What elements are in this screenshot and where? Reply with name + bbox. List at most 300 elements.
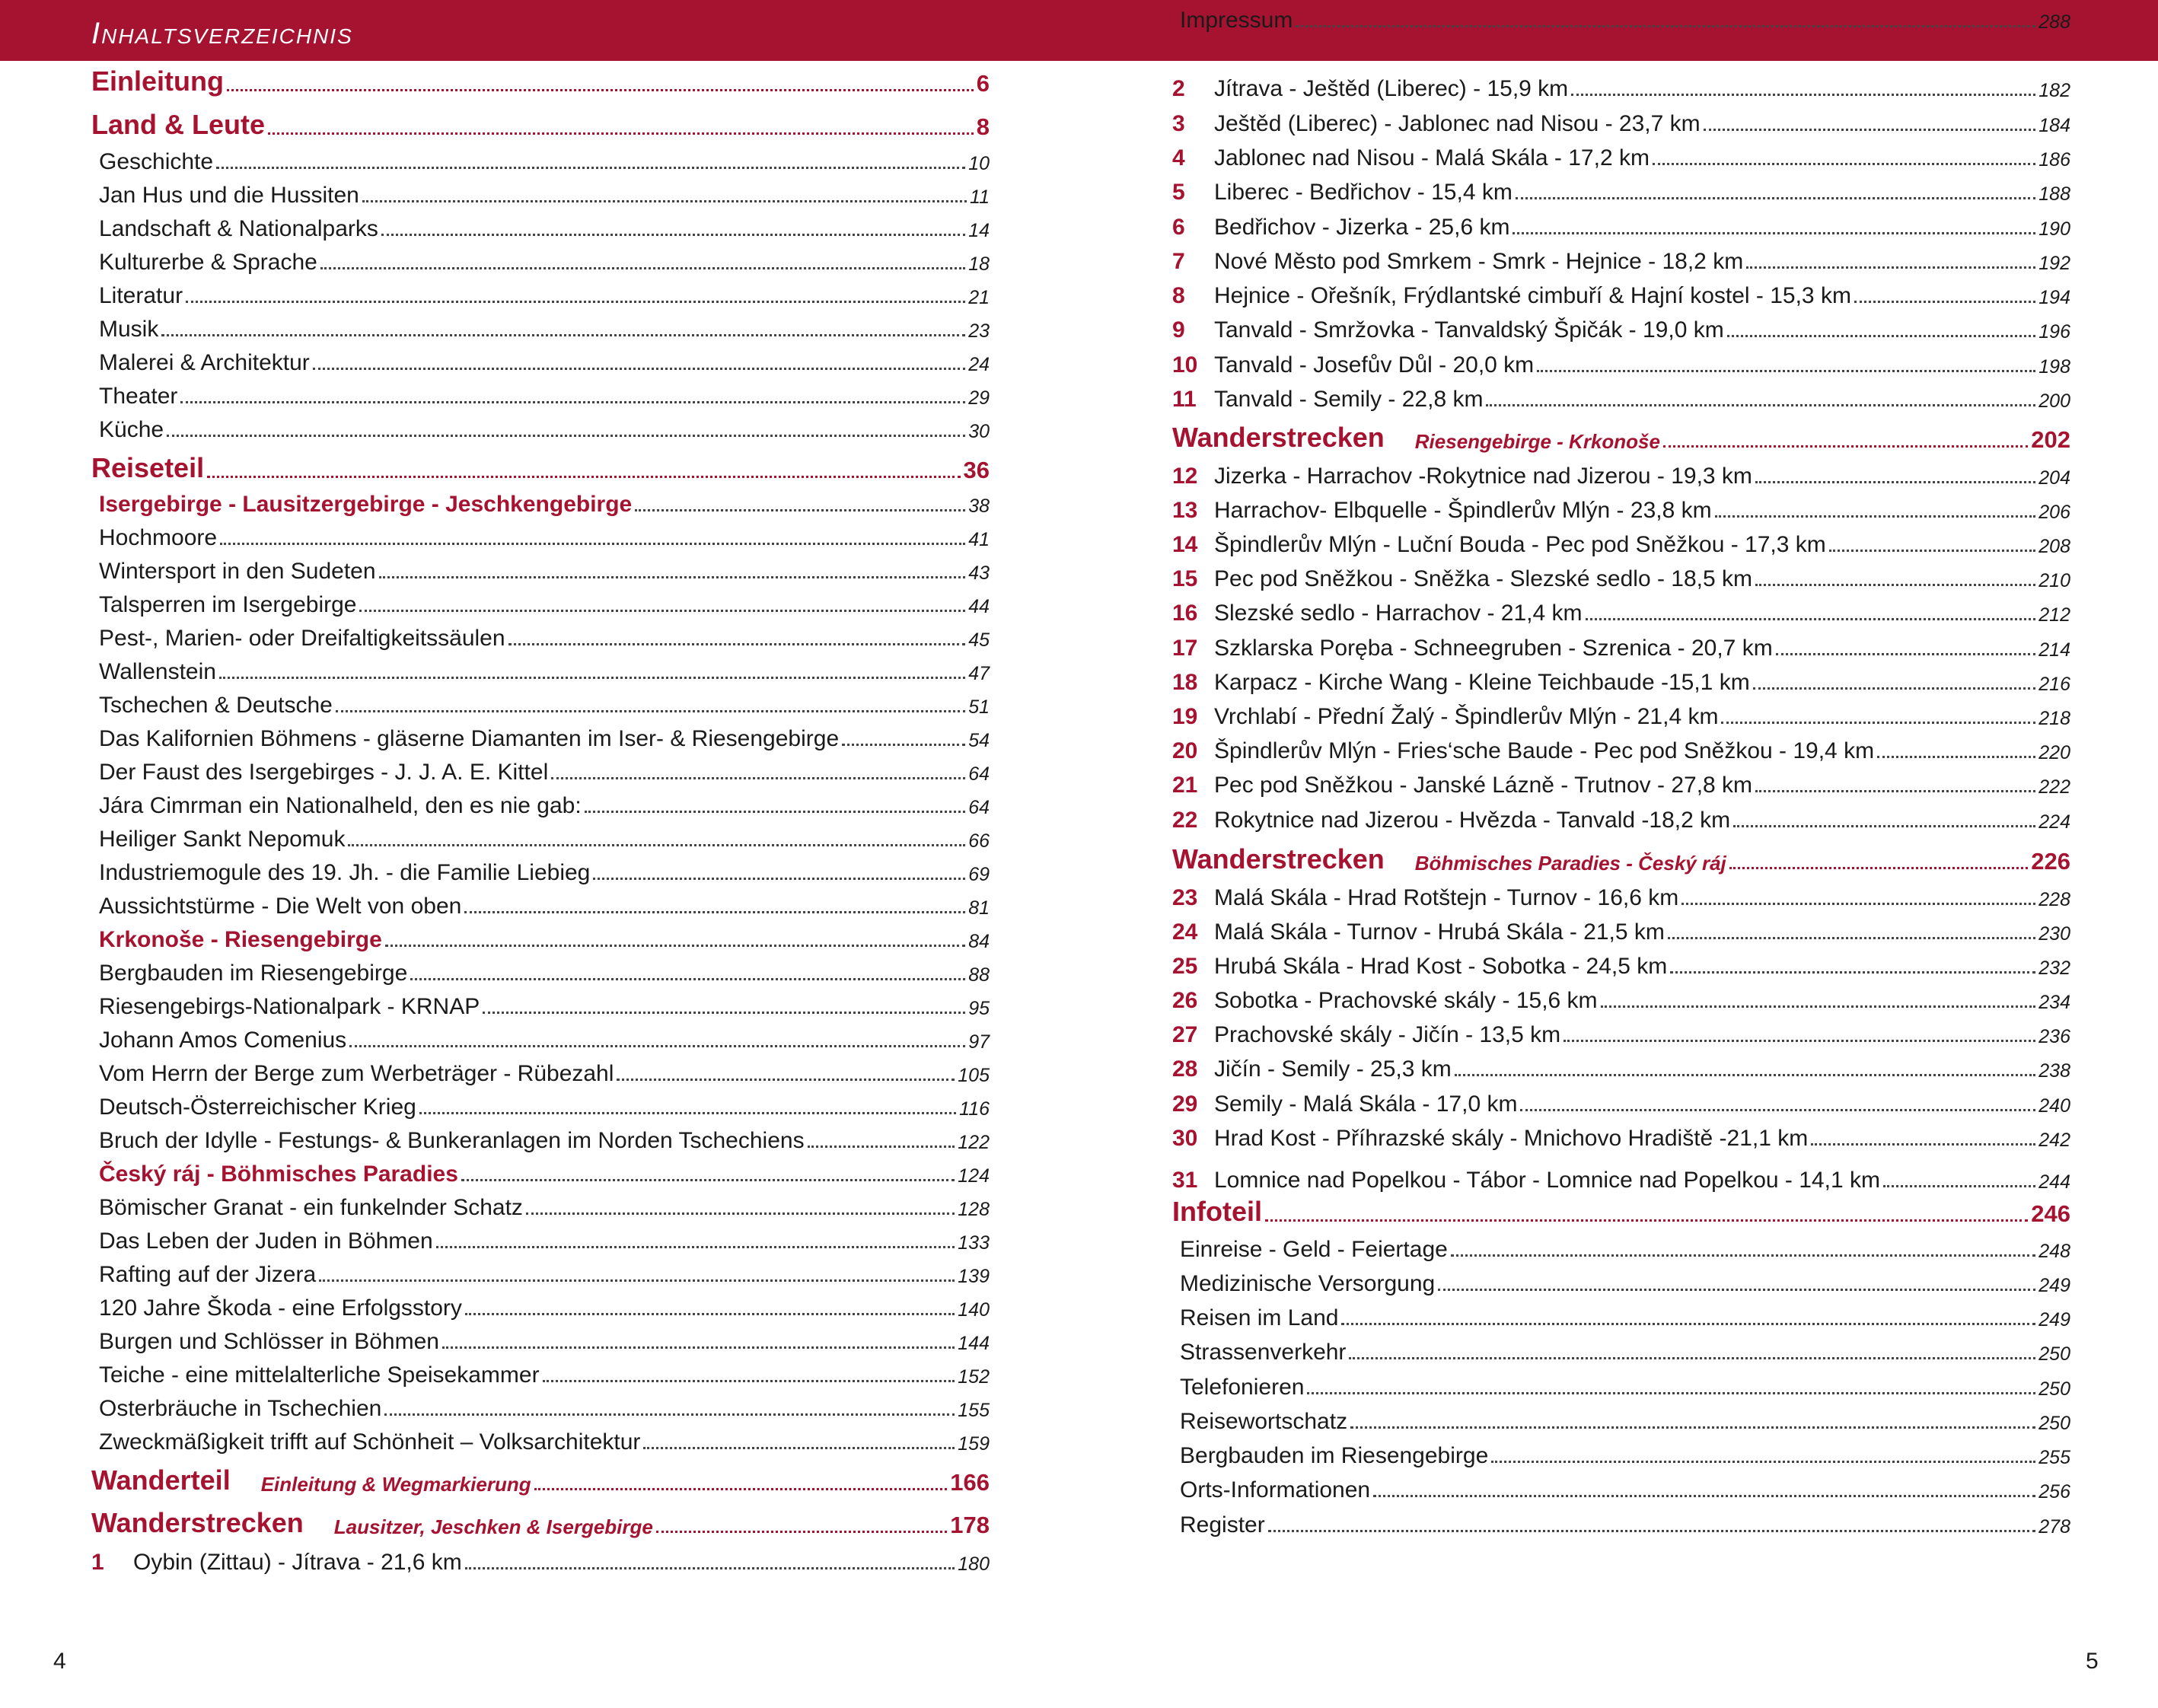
toc-entry: [1172, 138, 2070, 171]
toc-page-number: 14: [968, 220, 990, 241]
toc-entry-label: Strassenverkehr: [1180, 1340, 1347, 1365]
toc-page-number: 248: [2038, 1241, 2070, 1262]
toc-entry-label: Register: [1180, 1512, 1265, 1538]
tour-number: 6: [1172, 215, 1185, 240]
toc-entry-label: Sobotka - Prachovské skály - 15,6 km: [1214, 988, 1598, 1013]
toc-page-number: 140: [958, 1299, 990, 1321]
dot-leader: [585, 811, 965, 813]
toc-page-number: 64: [968, 797, 990, 818]
dot-leader: [1586, 618, 2036, 620]
tour-number: 21: [1172, 773, 1198, 798]
toc-entry: [91, 919, 990, 953]
dot-leader: [220, 543, 965, 545]
tour-number: 29: [1172, 1091, 1198, 1117]
dot-leader: [442, 1346, 955, 1349]
dot-leader: [1491, 1461, 2035, 1463]
toc-entry-label: Landschaft & Nationalparks: [99, 216, 378, 241]
toc-entry-label: Hejnice - Ořešník, Frýdlantské cimbuří & Hajní kostel - 15,3 km: [1214, 283, 1851, 308]
toc-page-number: 21: [968, 287, 990, 308]
toc-entry: [1172, 1505, 2070, 1538]
toc-page-number: 128: [958, 1199, 990, 1220]
toc-entry: [1172, 1160, 2070, 1193]
toc-page-number: 133: [958, 1232, 990, 1254]
toc-entry-label: Jítrava - Ještěd (Liberec) - 15,9 km: [1214, 76, 1569, 101]
toc-entry-label: Liberec - Bedřichov - 15,4 km: [1214, 180, 1513, 205]
toc-entry: [91, 376, 990, 409]
toc-page-number: 97: [968, 1031, 990, 1053]
toc-entry: [91, 484, 990, 518]
dot-leader: [180, 401, 965, 403]
toc-entry-label: Hrubá Skála - Hrad Kost - Sobotka - 24,5 km: [1214, 954, 1668, 979]
tour-number: 8: [1172, 283, 1185, 308]
toc-entry-label: Bergbauden im Riesengebirge: [1180, 1443, 1489, 1468]
toc-entry: [91, 551, 990, 585]
toc-page-number: 184: [2038, 115, 2070, 136]
toc-entry-label: Reiseteil: [91, 452, 205, 483]
toc-entry: [91, 819, 990, 852]
toc-page-number: 194: [2038, 287, 2070, 308]
toc-page-number: 122: [958, 1132, 990, 1153]
toc-entry-label: Isergebirge - Lausitzergebirge - Jeschkengebirge: [99, 492, 633, 517]
toc-entry: [1172, 310, 2070, 343]
toc-page-number: 232: [2038, 958, 2070, 979]
toc-entry-label: Talsperren im Isergebirge: [99, 592, 357, 617]
toc-page-number: 255: [2038, 1447, 2070, 1468]
toc-page-number: 234: [2038, 992, 2070, 1013]
toc-entry-label: Medizinische Versorgung: [1180, 1271, 1436, 1296]
tour-number: 20: [1172, 738, 1198, 763]
toc-entry: [1172, 1401, 2070, 1435]
dot-leader: [313, 368, 965, 370]
toc-page-number: 116: [959, 1098, 990, 1120]
toc-entry-label: Vrchlabí - Přední Žalý - Špindlerův Mlýn - 21,4 km: [1214, 704, 1719, 729]
toc-entry-label: 120 Jahre Škoda - eine Erfolgsstory: [99, 1295, 462, 1321]
tour-number: 14: [1172, 532, 1198, 557]
toc-entry: [91, 852, 990, 886]
toc-entry: [91, 1187, 990, 1221]
toc-entry-label: Ještěd (Liberec) - Jablonec nad Nisou - 23,7 km: [1214, 111, 1701, 136]
tour-number: 26: [1172, 988, 1198, 1013]
toc-entry: [1172, 241, 2070, 275]
toc-page-number: 159: [958, 1433, 990, 1455]
toc-entry-label: Küche: [99, 417, 164, 442]
toc-page-number: 139: [958, 1266, 990, 1287]
section-subtitle: Einleitung & Wegmarkierung: [260, 1473, 531, 1496]
toc-entry-label: Rafting auf der Jizera: [99, 1262, 317, 1287]
dot-leader: [593, 878, 965, 880]
dot-leader: [410, 978, 965, 980]
dot-leader: [381, 234, 965, 236]
toc-entry: [91, 719, 990, 752]
toc-page-number: 230: [2038, 923, 2070, 945]
toc-page-number: 45: [968, 629, 990, 651]
toc-entry-label: Vom Herrn der Berge zum Werbeträger - Rübezahl: [99, 1061, 614, 1086]
toc-entry-label: Wanderstrecken: [1172, 422, 1385, 453]
tour-number: 5: [1172, 180, 1185, 205]
dot-leader: [1727, 335, 2036, 337]
dot-leader: [1753, 687, 2036, 690]
toc-entry-label: Der Faust des Isergebirges - J. J. A. E. Kittel: [99, 760, 549, 785]
toc-entry-label: Theater: [99, 384, 178, 409]
tour-number: 16: [1172, 601, 1198, 626]
toc-entry: [91, 1463, 990, 1496]
dot-leader: [643, 1447, 955, 1449]
toc-entry-label: Nové Město pod Smrkem - Smrk - Hejnice - 18,2 km: [1214, 249, 1744, 274]
toc-page-number: 192: [2038, 253, 2070, 274]
dot-leader: [1438, 1289, 2035, 1291]
toc-entry: [91, 652, 990, 685]
toc-page-number: 212: [2038, 604, 2070, 626]
dot-leader: [1373, 1495, 2035, 1497]
tour-number: 12: [1172, 464, 1198, 489]
toc-page-number: 182: [2038, 80, 2070, 101]
toc-entry-label: Pec pod Sněžkou - Sněžka - Slezské sedlo - 18,5 km: [1214, 566, 1753, 591]
dot-leader: [526, 1212, 955, 1215]
toc-entry-label: Slezské sedlo - Harrachov - 21,4 km: [1214, 601, 1583, 626]
toc-page-number: 218: [2038, 708, 2070, 729]
toc-entry: [91, 1053, 990, 1087]
tour-number: 30: [1172, 1126, 1198, 1151]
dot-leader: [1564, 1040, 2035, 1042]
tour-number: 22: [1172, 808, 1198, 833]
toc-entry: [91, 1542, 990, 1576]
toc-entry-label: Malá Skála - Turnov - Hrubá Skála - 21,5 km: [1214, 919, 1665, 945]
toc-entry-label: Kulturerbe & Sprache: [99, 250, 317, 275]
toc-page-number: 166: [950, 1469, 990, 1496]
toc-entry: [1172, 345, 2070, 378]
dot-leader: [635, 509, 965, 511]
toc-entry-label: Osterbräuche in Tschechien: [99, 1396, 382, 1421]
tour-distance: 18,2 km: [1649, 808, 1731, 833]
toc-entry: [91, 1221, 990, 1254]
toc-page-number: 54: [968, 730, 990, 751]
page-number-left: 4: [53, 1649, 66, 1674]
toc-page-number: 204: [2038, 467, 2070, 489]
toc-entry: [91, 451, 990, 484]
toc-page-number: 144: [958, 1333, 990, 1354]
toc-entry-label: Tanvald - Smržovka - Tanvaldský Špičák - 19,0 km: [1214, 317, 1724, 343]
toc-entry: [1172, 0, 2070, 33]
toc-entry: [1172, 379, 2070, 413]
toc-entry: [1172, 1015, 2070, 1048]
dot-leader: [508, 643, 966, 645]
toc-entry: [91, 1154, 990, 1187]
toc-page-number: 186: [2038, 149, 2070, 170]
toc-page-number: 250: [2038, 1378, 2070, 1400]
dot-leader: [1829, 550, 2036, 552]
toc-entry-label: Karpacz - Kirche Wang - Kleine Teichbaude -: [1214, 670, 1669, 695]
toc-entry-label: Wintersport in den Sudeten: [99, 559, 376, 584]
dot-leader: [1755, 481, 2035, 483]
toc-entry: [1172, 1049, 2070, 1082]
toc-entry-label: Špindlerův Mlýn - Luční Bouda - Pec pod Sněžkou - 17,3 km: [1214, 532, 1826, 557]
toc-page-number: 66: [968, 830, 990, 852]
toc-page-number: 29: [968, 387, 990, 409]
tour-number: 1: [91, 1550, 104, 1575]
toc-page-number: 41: [968, 529, 990, 550]
toc-entry: [1172, 104, 2070, 137]
tour-distance: 15,1 km: [1668, 670, 1750, 695]
toc-entry: [91, 986, 990, 1020]
toc-entry: [1172, 559, 2070, 592]
toc-page-number: 124: [958, 1165, 990, 1187]
toc-entry: [1172, 696, 2070, 730]
dot-leader: [384, 1413, 955, 1416]
toc-page-number: 190: [2038, 218, 2070, 240]
dot-leader: [319, 1279, 955, 1282]
toc-entry: [1172, 207, 2070, 241]
toc-entry: [91, 585, 990, 618]
toc-page-number: 210: [2038, 570, 2070, 591]
toc-entry: [1172, 1367, 2070, 1400]
toc-entry-label: Wanderstrecken: [1172, 843, 1385, 875]
toc-page-number: 64: [968, 763, 990, 785]
section-subtitle: Riesengebirge - Krkonoše: [1414, 430, 1660, 453]
toc-entry: [91, 1087, 990, 1120]
toc-entry: [1172, 842, 2070, 875]
dot-leader: [362, 200, 967, 202]
dot-leader: [1670, 971, 2035, 973]
toc-page-number: 220: [2038, 742, 2070, 763]
dot-leader: [1746, 266, 2035, 269]
toc-entry: [91, 409, 990, 443]
dot-leader: [842, 744, 965, 746]
dot-leader: [348, 844, 965, 846]
toc-entry-label: Wanderteil: [91, 1464, 231, 1496]
toc-entry: [1172, 1298, 2070, 1331]
dot-leader: [464, 911, 965, 913]
dot-leader: [219, 677, 965, 679]
toc-entry-label: Telefonieren: [1180, 1375, 1305, 1400]
toc-entry: [91, 107, 990, 141]
toc-entry-label: Wanderstrecken: [91, 1507, 304, 1538]
toc-entry-label: Jára Cimrman ein Nationalheld, den es nie gab:: [99, 793, 582, 818]
dot-leader: [161, 334, 965, 336]
toc-entry: [91, 209, 990, 242]
dot-leader: [227, 89, 974, 91]
toc-page-number: 81: [968, 897, 990, 919]
toc-entry-label: Orts-Informationen: [1180, 1477, 1371, 1502]
dot-leader: [1721, 722, 2035, 724]
toc-entry-label: Reisen im Land: [1180, 1305, 1339, 1330]
toc-entry-label: Zweckmäßigkeit trifft auf Schönheit – Volksarchitektur: [99, 1429, 641, 1455]
toc-page-number: 8: [976, 113, 990, 140]
toc-entry: [91, 785, 990, 819]
section-subtitle: Lausitzer, Jeschken & Isergebirge: [333, 1515, 653, 1538]
page-title: Inhaltsverzeichnis: [91, 17, 353, 50]
toc-entry: [91, 685, 990, 719]
dot-leader: [1451, 1254, 2035, 1257]
toc-entry: [1172, 1084, 2070, 1117]
toc-entry: [1172, 593, 2070, 626]
toc-entry-label: Jičín - Semily - 25,3 km: [1214, 1056, 1452, 1082]
toc-entry: [91, 1254, 990, 1288]
section-subtitle: Böhmisches Paradies - Český ráj: [1414, 852, 1726, 875]
toc-page-number: 202: [2031, 426, 2070, 453]
toc-entry-label: Riesengebirgs-Nationalpark - KRNAP: [99, 994, 480, 1019]
toc-entry-label: Bergbauden im Riesengebirge: [99, 961, 408, 986]
dot-leader: [1265, 1219, 2028, 1222]
toc-entry: [91, 1422, 990, 1455]
dot-leader: [385, 945, 965, 947]
toc-entry: [1172, 456, 2070, 489]
toc-entry: [91, 1120, 990, 1154]
dot-leader: [320, 267, 965, 269]
toc-page-number: 43: [968, 562, 990, 584]
toc-entry-label: Teiche - eine mittelalterliche Speisekammer: [99, 1362, 540, 1388]
toc-page-number: 222: [2038, 776, 2070, 798]
dot-leader: [1341, 1323, 2035, 1325]
toc-entry-label: Heiliger Sankt Nepomuk: [99, 827, 346, 852]
toc-entry-label: Pec pod Sněžkou - Janské Lázně - Trutnov - 27,8 km: [1214, 773, 1753, 798]
tour-number: 10: [1172, 352, 1198, 378]
toc-page-number: 95: [968, 998, 990, 1019]
toc-entry: [1172, 731, 2070, 764]
toc-page-number: 152: [958, 1366, 990, 1388]
tour-number: 25: [1172, 954, 1198, 979]
toc-entry-label: Land & Leute: [91, 109, 266, 140]
toc-entry: [91, 1355, 990, 1388]
dot-leader: [617, 1079, 955, 1081]
tour-number: 2: [1172, 76, 1185, 101]
toc-entry: [1172, 628, 2070, 661]
toc-entry-label: Geschichte: [99, 149, 214, 174]
toc-page-number: 216: [2038, 674, 2070, 695]
toc-entry-label: Aussichtstürme - Die Welt von oben: [99, 894, 462, 919]
tour-number: 4: [1172, 145, 1185, 170]
toc-entry-label: Das Leben der Juden in Böhmen: [99, 1228, 433, 1254]
tour-number: 23: [1172, 885, 1198, 910]
toc-entry-label: Burgen und Schlösser in Böhmen: [99, 1329, 439, 1354]
toc-entry: [1172, 1118, 2070, 1152]
toc-page-number: 224: [2038, 811, 2070, 833]
dot-leader: [1854, 301, 2035, 303]
tour-number: 15: [1172, 566, 1198, 591]
toc-entry-label: Pest-, Marien- oder Dreifaltigkeitssäulen: [99, 626, 505, 651]
toc-entry: [91, 343, 990, 376]
dot-leader: [551, 777, 965, 779]
toc-page-number: 47: [968, 663, 990, 684]
toc-page-number: 198: [2038, 356, 2070, 378]
toc-page-number: 249: [2038, 1275, 2070, 1296]
toc-entry-label: Industriemogule des 19. Jh. - die Familie Liebieg: [99, 860, 591, 885]
toc-page-number: 24: [968, 354, 990, 375]
dot-leader: [167, 435, 965, 437]
toc-entry: [1172, 1436, 2070, 1469]
dot-leader: [1663, 445, 2028, 448]
dot-leader: [534, 1488, 948, 1490]
toc-entry: [1172, 490, 2070, 524]
dot-leader: [465, 1313, 955, 1315]
dot-leader: [1668, 937, 2035, 939]
toc-page-number: 226: [2031, 848, 2070, 875]
toc-entry-label: Einreise - Geld - Feiertage: [1180, 1237, 1448, 1262]
toc-page-number: 178: [950, 1512, 990, 1538]
toc-entry: [91, 242, 990, 276]
tour-distance: 21,1 km: [1726, 1126, 1809, 1151]
dot-leader: [1520, 1109, 2035, 1111]
tour-number: 31: [1172, 1168, 1198, 1193]
dot-leader: [1877, 756, 2035, 758]
toc-entry-label: Johann Amos Comenius: [99, 1028, 347, 1053]
dot-leader: [268, 132, 974, 135]
dot-leader: [656, 1531, 947, 1533]
toc-entry: [1172, 1470, 2070, 1503]
toc-entry-label: Hochmoore: [99, 525, 218, 550]
toc-entry: [1172, 662, 2070, 696]
toc-page-number: 228: [2038, 889, 2070, 910]
toc-page-number: 242: [2038, 1130, 2070, 1151]
toc-entry-label: Infoteil: [1172, 1196, 1262, 1227]
toc-entry-label: Prachovské skály - Jičín - 13,5 km: [1214, 1022, 1561, 1047]
dot-leader: [207, 476, 960, 478]
toc-entry-label: Einleitung: [91, 65, 224, 97]
toc-entry-label: Jablonec nad Nisou - Malá Skála - 17,2 km: [1214, 145, 1650, 170]
toc-page-number: 250: [2038, 1413, 2070, 1434]
toc-page-number: 38: [968, 496, 990, 517]
toc-entry: [1172, 946, 2070, 980]
dot-leader: [1704, 129, 2036, 131]
toc-entry: [1172, 1263, 2070, 1297]
dot-leader: [1733, 825, 2035, 827]
toc-entry: [91, 1020, 990, 1053]
toc-entry: [91, 309, 990, 343]
toc-entry: [91, 886, 990, 919]
dot-leader: [1296, 25, 2035, 27]
dot-leader: [1486, 404, 2035, 406]
toc-entry-label: Literatur: [99, 283, 183, 308]
toc-entry: [91, 1506, 990, 1539]
toc-entry: [1172, 1229, 2070, 1263]
toc-page-number: 206: [2038, 502, 2070, 523]
dot-leader: [1755, 790, 2035, 792]
dot-leader: [1729, 867, 2029, 869]
toc-entry: [91, 518, 990, 551]
tour-number: 3: [1172, 111, 1185, 136]
toc-entry-label: Tanvald - Semily - 22,8 km: [1214, 387, 1484, 412]
dot-leader: [465, 1567, 955, 1569]
toc-page-number: 6: [976, 70, 990, 97]
toc-entry: [91, 64, 990, 97]
dot-leader: [1307, 1392, 2035, 1394]
tour-number: 17: [1172, 636, 1198, 661]
toc-entry-label: Bömischer Granat - ein funkelnder Schatz: [99, 1195, 523, 1220]
toc-page-number: 23: [968, 320, 990, 342]
tour-number: 19: [1172, 704, 1198, 729]
dot-leader: [336, 710, 965, 712]
toc-page-number: 69: [968, 864, 990, 885]
toc-page-number: 249: [2038, 1309, 2070, 1330]
toc-entry: [1172, 172, 2070, 206]
toc-page-number: 105: [958, 1065, 990, 1086]
toc-entry-label: Bruch der Idylle - Festungs- & Bunkeranlagen im Norden Tschechiens: [99, 1128, 805, 1153]
toc-entry-label: Reisewortschatz: [1180, 1409, 1348, 1434]
dot-leader: [1516, 197, 2035, 199]
dot-leader: [808, 1146, 955, 1148]
toc-entry: [91, 1288, 990, 1321]
toc-entry: [91, 953, 990, 986]
dot-leader: [1883, 1185, 2035, 1187]
dot-leader: [1455, 1074, 2036, 1076]
toc-entry-label: Musik: [99, 317, 159, 342]
dot-leader: [1601, 1005, 2036, 1008]
toc-entry: [1172, 765, 2070, 798]
toc-page-number: 88: [968, 964, 990, 986]
dot-leader: [186, 301, 965, 303]
toc-entry-label: Lomnice nad Popelkou - Tábor - Lomnice nad Popelkou - 14,1 km: [1214, 1168, 1880, 1193]
toc-entry: [1172, 1332, 2070, 1365]
toc-entry: [1172, 980, 2070, 1014]
